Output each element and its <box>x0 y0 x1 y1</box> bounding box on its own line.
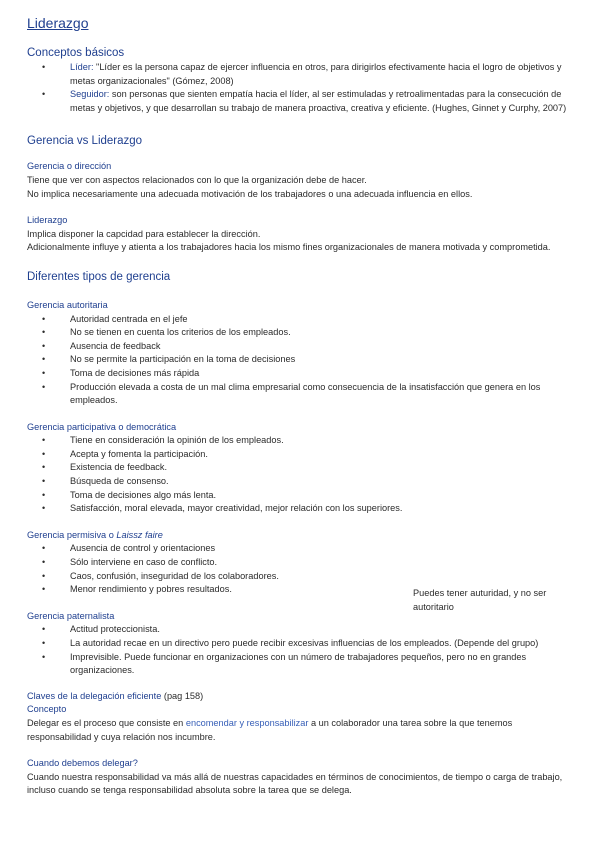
term-lider: Líder: <box>70 62 94 72</box>
subheading-participativa: Gerencia participativa o democrática <box>27 421 177 432</box>
section-heading-gerencia-vs: Gerencia vs Liderazgo <box>27 135 143 148</box>
list-item <box>27 461 572 475</box>
list-item <box>27 651 572 678</box>
autoritaria-list <box>27 313 572 408</box>
conceptos-list <box>27 61 572 115</box>
list-item <box>27 88 572 115</box>
claves-heading-text: Claves de la delegación eficiente <box>27 690 162 701</box>
list-item-text: Tiene en consideración la opinión de los empleados. <box>70 435 284 446</box>
subheading-liderazgo: Liderazgo <box>27 215 68 226</box>
bullet-icon: • <box>42 340 46 351</box>
list-item-text: Búsqueda de consenso. <box>70 476 169 487</box>
bullet-icon: • <box>42 638 46 648</box>
paternalista-list <box>27 623 572 677</box>
subheading-cuando: Cuando debemos delegar? <box>27 758 138 769</box>
section-heading-tipos: Diferentes tipos de gerencia <box>27 270 171 283</box>
paragraph-line: Implica disponer la capcidad para establecer la dirección. <box>27 228 261 239</box>
concepto-text-post: a un colaborador una tarea sobre la que tenemos responsabilidad y cuya relación nos incumbre. <box>27 717 513 742</box>
list-item <box>27 340 572 354</box>
subheading-permisiva <box>27 529 572 543</box>
list-item-text: Existencia de feedback. <box>70 462 168 473</box>
bullet-icon: • <box>42 651 46 662</box>
cuando-paragraph: Cuando nuestra responsabilidad va más allá de nuestras capacidades en términos de conocimientos, de tiempo o carga de trabajo, incluso cuando se tenga responsabilidad absoluta sobre la tarea que se delega. <box>27 771 563 796</box>
bullet-icon: • <box>42 367 46 378</box>
list-item <box>27 326 572 340</box>
page-title: Liderazgo <box>27 15 89 31</box>
list-item <box>27 381 572 408</box>
bullet-icon: • <box>42 489 46 500</box>
list-item-text: Ausencia de feedback <box>70 340 161 351</box>
term-seguidor: Seguidor: <box>70 89 110 100</box>
concepto-highlight: encomendar y responsabilizar <box>185 717 309 728</box>
bullet-icon: • <box>42 62 46 72</box>
bullet-icon: • <box>42 448 46 459</box>
list-item-text: Producción elevada a costa de un mal clima empresarial como consecuencia de la insatisfacción que genera en los empleados. <box>70 381 541 406</box>
bullet-icon: • <box>42 543 46 554</box>
paragraph-line: Tiene que ver con aspectos relacionados con lo que la organización debe de hacer. <box>27 174 367 185</box>
list-item-text: Toma de decisiones algo más lenta. <box>70 489 217 500</box>
list-item-text: Caos, confusión, inseguridad de los colaboradores. <box>70 570 279 581</box>
list-item-text: Ausencia de control y orientaciones <box>70 543 216 554</box>
list-item <box>27 556 572 570</box>
bullet-icon: • <box>42 313 46 324</box>
bullet-icon: • <box>42 327 46 338</box>
list-item-text: La autoridad recae en un directivo pero puede recibir excesivas influencias de los empleados. (Depende del grupo) <box>70 638 539 648</box>
list-item-text: Actitud proteccionista. <box>70 624 160 635</box>
claves-heading <box>27 690 572 704</box>
list-item <box>27 448 572 462</box>
subheading-permisiva-prefix: Gerencia permisiva o <box>27 529 117 540</box>
list-item <box>27 61 572 88</box>
concepto-paragraph <box>27 717 572 744</box>
subheading-concepto: Concepto <box>27 704 67 715</box>
list-item <box>27 623 572 637</box>
side-note: Puedes tener auturidad, y no ser autoritario <box>413 588 547 612</box>
list-item <box>27 637 572 651</box>
bullet-icon: • <box>42 462 46 473</box>
bullet-icon: • <box>42 503 46 514</box>
bullet-icon: • <box>42 624 46 635</box>
list-item-text: Menor rendimiento y pobres resultados. <box>70 584 232 595</box>
bullet-icon: • <box>42 435 46 446</box>
bullet-icon: • <box>42 557 46 568</box>
list-item <box>27 367 572 381</box>
list-item <box>27 489 572 503</box>
participativa-list <box>27 434 572 516</box>
bullet-icon: • <box>42 584 46 595</box>
concepto-text-pre: Delegar es el proceso que consiste en <box>27 717 186 728</box>
bullet-icon: • <box>42 89 46 100</box>
list-item <box>27 502 572 516</box>
list-item-text: Imprevisible. Puede funcionar en organizaciones con un número de trabajadores pequeños, pero no en grandes organizaciones. <box>70 651 527 676</box>
definition-seguidor: son personas que sienten empatía hacia el líder, al ser estimuladas y retroalimentadas para la consecución de metas y objetivos, y que desarrollan su trabajo de manera proactiva, creativa y eficiente. (Hughes, Ginnet y Curphy, 2007) <box>70 89 567 113</box>
paragraph-line: Adicionalmente influye y atienta a los trabajadores hacia los mismo fines organizacionales de manera motivada y comprometida. <box>27 242 551 253</box>
bullet-icon: • <box>42 570 46 581</box>
list-item-text: Satisfacción, moral elevada, mayor creatividad, mejor relación con los superiores. <box>70 503 403 514</box>
list-item-text: No se tienen en cuenta los criterios de los empleados. <box>70 327 291 338</box>
list-item <box>27 475 572 489</box>
paragraph-line: No implica necesariamente una adecuada motivación de los trabajadores o una adecuada influencia en ellos. <box>27 188 473 199</box>
list-item <box>27 313 572 327</box>
subheading-autoritaria: Gerencia autoritaria <box>27 299 108 310</box>
list-item-text: Acepta y fomenta la participación. <box>70 448 208 459</box>
list-item <box>27 542 572 556</box>
bullet-icon: • <box>42 476 46 487</box>
list-item-text: Toma de decisiones más rápida <box>70 367 200 378</box>
subheading-permisiva-italic: Laissz faire <box>116 529 163 540</box>
bullet-icon: • <box>42 381 46 392</box>
list-item <box>27 434 572 448</box>
list-item-text: Sólo interviene en caso de conflicto. <box>70 557 218 568</box>
list-item-text: No se permite la participación en la toma de decisiones <box>70 354 296 365</box>
section-heading-conceptos: Conceptos básicos <box>27 47 125 59</box>
list-item <box>27 570 572 584</box>
list-item-text: Autoridad centrada en el jefe <box>70 313 188 324</box>
definition-lider: "Líder es la persona capaz de ejercer influencia en otros, para dirigirlos efectivamente hacia el logro de objetivos y metas organizacionales" (Gómez, 2008) <box>70 62 562 86</box>
bullet-icon: • <box>42 354 46 365</box>
page-reference: (pag 158) <box>161 690 204 701</box>
list-item <box>27 353 572 367</box>
subheading-paternalista: Gerencia paternalista <box>27 610 115 621</box>
subheading-gerencia: Gerencia o dirección <box>27 161 112 172</box>
